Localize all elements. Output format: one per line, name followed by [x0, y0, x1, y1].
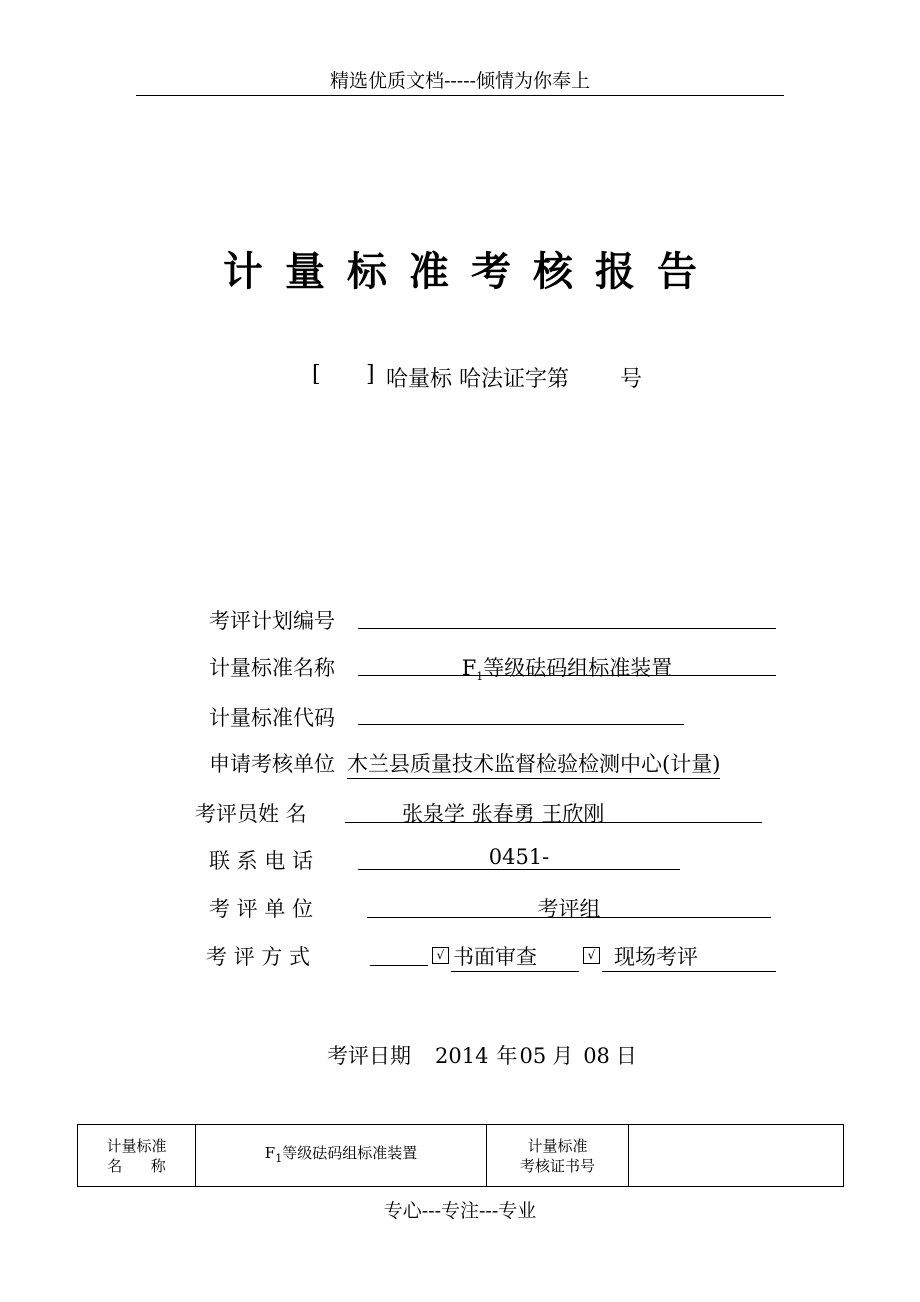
std-name-header-cell: 计量标准 名 称 [78, 1125, 196, 1187]
written-review-checkbox[interactable]: √ [432, 944, 449, 964]
doc-number-bracket-close: ] [366, 362, 375, 387]
standard-info-table [77, 1124, 844, 1187]
applicant-label: 申请考核单位 [209, 752, 335, 776]
exam-method-label: 考 评 方 式 [206, 945, 311, 969]
onsite-review-label: 现场考评 [602, 941, 776, 972]
phone-value: 0451- [488, 845, 550, 869]
exam-method-field-lead [370, 965, 428, 966]
plan-no-label: 考评计划编号 [209, 609, 335, 633]
applicant-value: 木兰县质量技术监督检验检测中心(计量) [347, 748, 720, 779]
header-rule [136, 95, 784, 96]
doc-number-bracket-open: [ [312, 362, 321, 387]
examiners-value: 张泉学 张春勇 王欣刚 [402, 802, 605, 826]
std-name-value: $F_1$等级砝码组标准装置 [461, 656, 673, 684]
doc-number-suffix: 号 [620, 367, 643, 392]
exam-unit-value: 考评组 [537, 897, 601, 921]
cert-no-header-cell: 计量标准 考核证书号 [487, 1125, 629, 1187]
page-title: 计量标准考核报告 [223, 249, 719, 295]
examiners-label: 考评员姓 名 [195, 802, 307, 826]
doc-number-text: 哈量标 哈法证字第 [386, 367, 569, 392]
exam-date: 考评日期 2014 年05 月 08 日 [327, 1044, 637, 1068]
cert-no-cell [629, 1125, 844, 1187]
page-footer: 专心---专注---专业 [383, 1200, 537, 1222]
std-name-label: 计量标准名称 [209, 656, 335, 680]
page-header: 精选优质文档-----倾情为你奉上 [329, 70, 591, 92]
phone-label: 联 系 电 话 [209, 849, 314, 873]
plan-no-field [358, 628, 776, 629]
std-name-cell: $F_1$等级砝码组标准装置 [196, 1125, 487, 1187]
std-code-label: 计量标准代码 [209, 706, 335, 730]
onsite-review-checkbox[interactable]: √ [583, 944, 600, 964]
written-review-label: 书面审查 [451, 941, 579, 972]
exam-unit-label: 考 评 单 位 [209, 897, 314, 921]
std-code-field [358, 724, 684, 725]
phone-field [358, 869, 680, 870]
